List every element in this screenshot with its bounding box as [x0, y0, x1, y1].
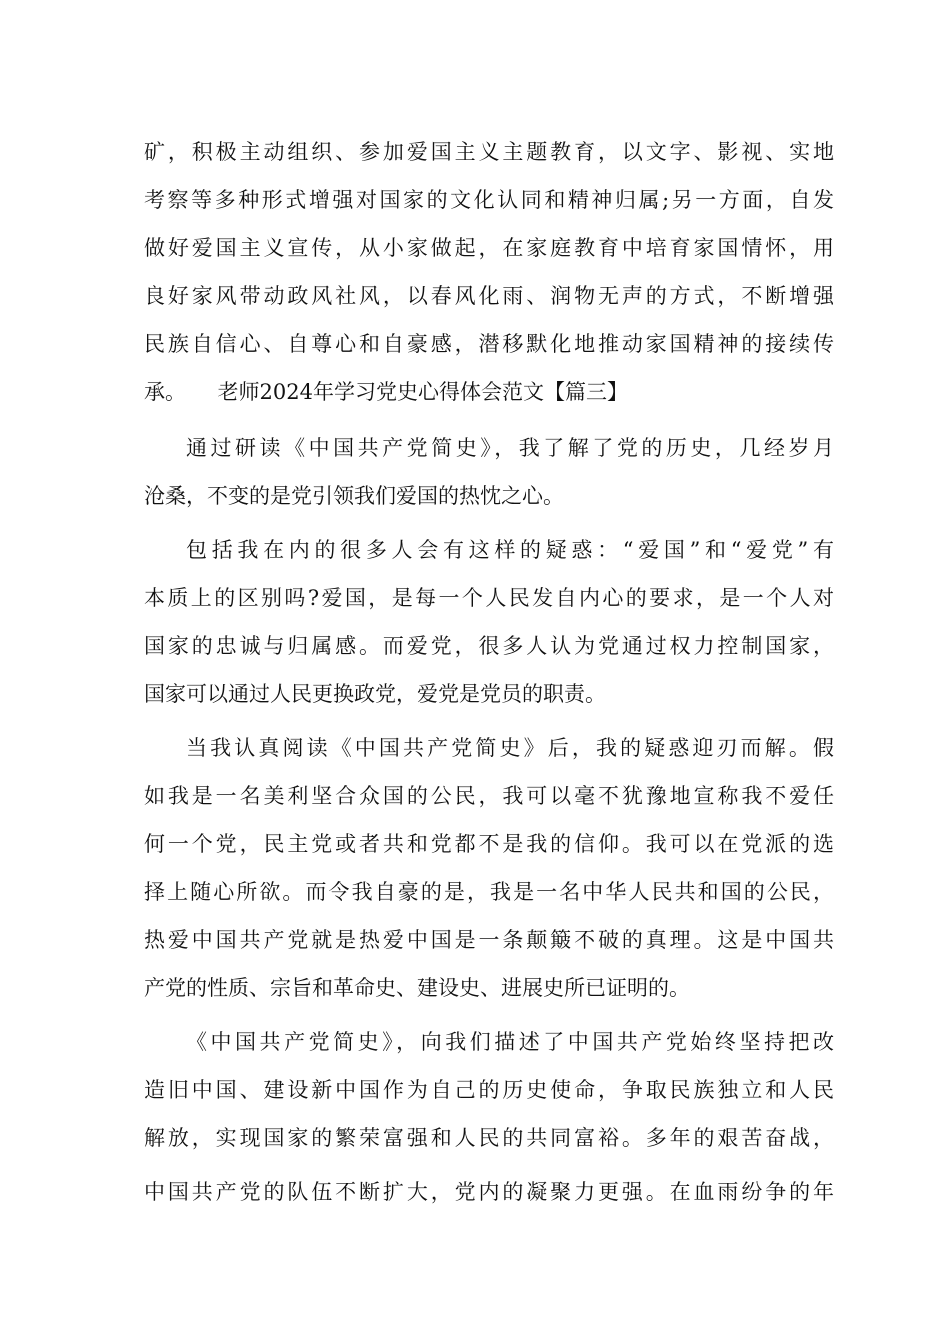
- text-line: 如我是一名美利坚合众国的公民，我可以毫不犹豫地宣称我不爱任: [144, 784, 834, 808]
- text-line: 包括我在内的很多人会有这样的疑惑：“爱国”和“爱党”有: [186, 538, 834, 562]
- text-line: 中国共产党的队伍不断扩大，党内的凝聚力更强。在血雨纷争的年: [144, 1180, 834, 1204]
- text-line: 沧桑，不变的是党引领我们爱国的热忱之心。: [144, 484, 564, 508]
- text-line: 何一个党，民主党或者共和党都不是我的信仰。我可以在党派的选: [144, 832, 834, 856]
- text-line: 本质上的区别吗?爱国，是每一个人民发自内心的要求，是一个人对: [144, 586, 834, 610]
- text-line: 做好爱国主义宣传，从小家做起，在家庭教育中培育家国情怀，用: [144, 236, 834, 260]
- text-line: 考察等多种形式增强对国家的文化认同和精神归属;另一方面，自发: [144, 188, 834, 212]
- text-line: 民族自信心、自尊心和自豪感，潜移默化地推动家国精神的接续传: [144, 332, 834, 356]
- text-line: 热爱中国共产党就是热爱中国是一条颠簸不破的真理。这是中国共: [144, 928, 834, 952]
- text-line: 矿，积极主动组织、参加爱国主义主题教育，以文字、影视、实地: [144, 140, 834, 164]
- text-line: 良好家风带动政风社风，以春风化雨、润物无声的方式，不断增强: [144, 284, 834, 308]
- text-line: 当我认真阅读《中国共产党简史》后，我的疑惑迎刃而解。假: [186, 736, 834, 760]
- text-line: 通过研读《中国共产党简史》，我了解了党的历史，几经岁月: [186, 436, 834, 460]
- text-line: 《中国共产党简史》，向我们描述了中国共产党始终坚持把改: [186, 1030, 834, 1054]
- text-line: 择上随心所欲。而令我自豪的是，我是一名中华人民共和国的公民，: [144, 880, 834, 904]
- text-line: 国家的忠诚与归属感。而爱党，很多人认为党通过权力控制国家，: [144, 634, 834, 658]
- text-line: 国家可以通过人民更换政党，爱党是党员的职责。: [144, 682, 606, 706]
- text-line: 产党的性质、宗旨和革命史、建设史、进展史所已证明的。: [144, 976, 690, 1000]
- section-heading-line: 承。 老师2024年学习党史心得体会范文【篇三】: [144, 380, 628, 404]
- text-line: 造旧中国、建设新中国作为自己的历史使命，争取民族独立和人民: [144, 1078, 834, 1102]
- text-line: 解放，实现国家的繁荣富强和人民的共同富裕。多年的艰苦奋战，: [144, 1126, 834, 1150]
